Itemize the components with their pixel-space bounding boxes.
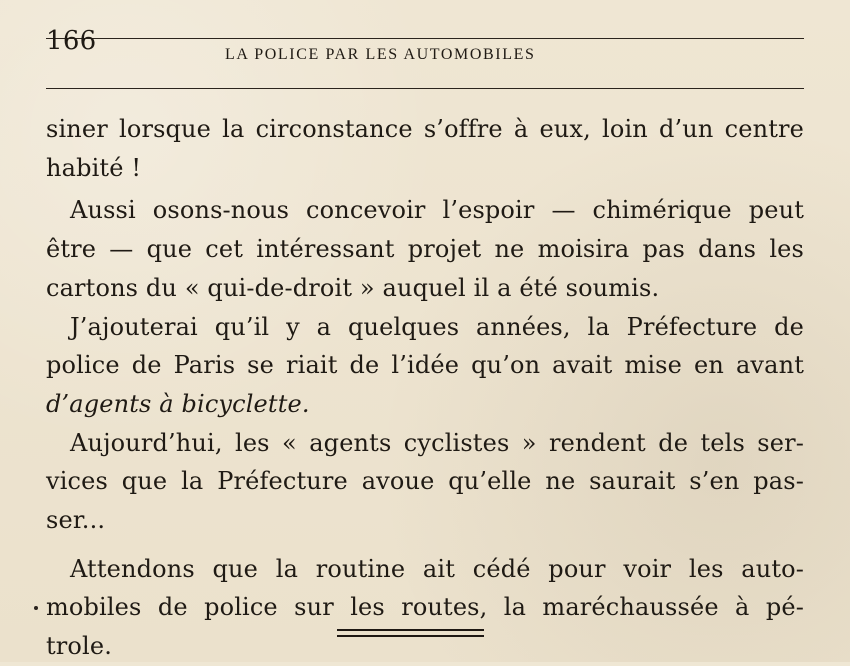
page-body [46, 110, 804, 666]
italic-text-line: d’agents à bicyclette. [46, 389, 310, 418]
text-line: siner lorsque la circonstance s’offre à eux, loin d’un centre [46, 115, 804, 143]
header-rule-top [46, 38, 804, 39]
header-rule-bottom [46, 88, 804, 89]
text-line: habité ! [46, 153, 142, 182]
paragraph-line: Attendons que la routine ait cédé pour voir les auto- [70, 554, 804, 583]
text-line: vices que la Préfecture avoue qu’elle ne saurait s’en pas- [46, 467, 804, 496]
paragraph-line: Aujourd’hui, les « agents cyclistes » rendent de tels ser- [70, 428, 804, 457]
running-title: LA POLICE PAR LES AUTOMOBILES [225, 46, 536, 63]
page-number: 166 [46, 26, 97, 56]
text-line: trole. [46, 632, 112, 661]
paragraph-line: J’ajouterai qu’il y a quelques années, la Préfecture de [70, 312, 804, 341]
text-line: cartons du « qui-de-droit » auquel il a été soumis. [46, 273, 660, 302]
text-line: police de Paris se riait de l’idée qu’on avait mise en avant [46, 351, 804, 380]
paragraph-line: Aussi osons-nous concevoir l’espoir — chimérique peut [70, 196, 804, 225]
double-rule-ornament [337, 629, 484, 639]
text-line: ser... [46, 506, 106, 535]
text-line: mobiles de police sur les routes, la maréchaussée à pé- [46, 593, 804, 622]
text-line: être — que cet intéressant projet ne moisira pas dans les [46, 235, 804, 264]
print-dot [34, 606, 38, 610]
